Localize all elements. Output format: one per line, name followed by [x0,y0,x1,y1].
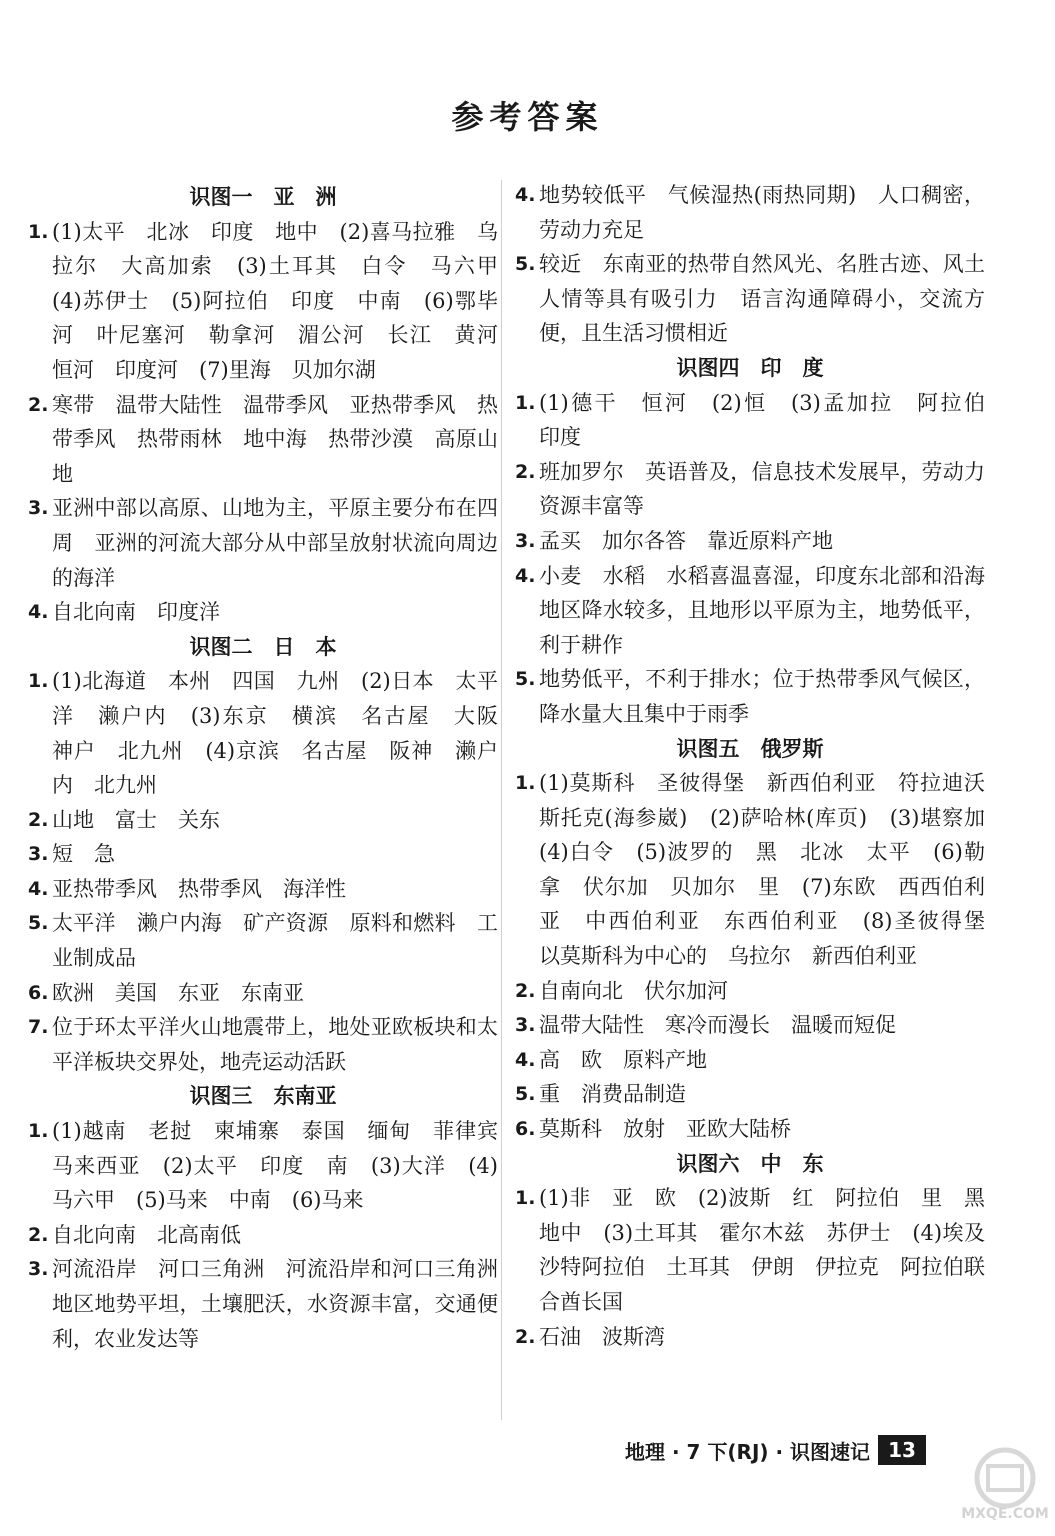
item-text: 莫斯科 放射 亚欧大陆桥 [539,1117,791,1142]
item-number: 6. [28,981,49,1004]
item-text: (1)北海道 本州 四国 九州 (2)日本 太平洋 濑户内 (3)东京 横滨 名古屋 大阪 神户 北九州 (4)京滨 名古屋 阪神 濑户内 北九州 [52,669,519,798]
answer-item [28,803,498,838]
item-text: 亚热带季风 热带季风 海洋性 [52,876,346,901]
item-number: 5. [515,253,536,276]
item-number: 1. [28,220,49,243]
answer-item [28,491,498,595]
item-number: 1. [515,772,536,795]
answer-item [28,1114,519,1218]
section-title: 识图一 亚 洲 [189,184,337,209]
answer-item [515,559,985,663]
answer-item [515,455,985,524]
answer-item [28,1010,498,1079]
item-text: (1)越南 老挝 柬埔寨 泰国 缅甸 菲律宾 马来西亚 (2)太平 印度 南 (3)大洋 (4)马六甲 (5)马来 中南 (6)马来 [52,1119,519,1213]
section-title: 识图六 中 东 [676,1150,824,1176]
item-text: 自北向南 北高南低 [52,1222,241,1247]
page-title: 参考答案 [451,98,604,136]
section-title: 识图四 印 度 [676,354,824,380]
item-text: 孟买 加尔各答 靠近原料产地 [539,528,833,553]
item-number: 3. [28,843,49,866]
answer-item [515,1181,1006,1319]
item-number: 1. [515,391,536,414]
item-number: 3. [28,497,49,520]
answer-item [28,215,519,388]
answer-item [515,1112,985,1147]
item-number: 7. [28,1016,49,1039]
item-number: 2. [515,979,536,1002]
item-number: 2. [28,1223,49,1246]
item-number: 4. [515,564,536,587]
item-text: 山地 富士 关东 [52,807,220,832]
answer-item [515,386,1006,455]
item-number: 5. [515,1083,536,1106]
item-text: 自北向南 印度洋 [52,600,220,625]
item-number: 1. [515,1187,536,1210]
answer-item [28,595,498,630]
answer-item [515,247,985,351]
item-number: 4. [515,184,536,206]
item-number: 3. [28,1258,49,1281]
item-text: 欧洲 美国 东亚 东南亚 [52,980,304,1005]
item-number: 5. [28,912,49,935]
item-number: 2. [28,393,49,416]
answer-item [28,872,498,907]
item-number: 2. [28,808,49,831]
item-text: (1)莫斯科 圣彼得堡 新西伯利亚 符拉迪沃斯托克(海参崴) (2)萨哈林(库页) (3)堪察加 (4)白令 (5)波罗的 黑 北冰 太平 (6)勒拿 伏尔加 贝加尔 里 (7)东欧 西西伯利亚 中西伯利亚 东西伯利亚 (8)圣彼得堡 以莫斯科为中心的 乌拉尔 新西伯利亚 [539,771,1006,969]
item-text: 位于环太平洋火山地震带上，地处亚欧板块和太平洋板块交界处，地壳运动活跃 [52,1015,498,1074]
item-number: 4. [28,877,49,900]
answer-item [515,1077,985,1112]
answer-item [28,837,498,872]
page-footer [625,1433,926,1467]
footer-label: 地理 · 7 下(RJ) · 识图速记 [625,1439,871,1464]
answer-item [28,976,498,1011]
answer-item [515,1320,985,1355]
item-text: 自南向北 伏尔加河 [539,978,728,1003]
item-text: (1)非 亚 欧 (2)波斯 红 阿拉伯 里 黑 地中 (3)土耳其 霍尔木兹 苏伊士 (4)埃及 沙特阿拉伯 土耳其 伊朗 伊拉克 阿拉伯联合酋长国 [539,1186,1006,1314]
item-text: 地势低平，不利于排水；位于热带季风气候区，降水量大且集中于雨季 [539,667,985,726]
item-text: (1)太平 北冰 印度 地中 (2)喜马拉雅 乌拉尔 大高加索 (3)土耳其 白令 马六甲 (4)苏伊士 (5)阿拉伯 印度 中南 (6)鄂毕河 叶尼塞河 勒拿河 湄公河 长江 黄河 恒河 印度河 (7)里海 贝加尔湖 [52,219,519,382]
item-text: 短 急 [52,842,115,867]
answer-item [28,664,519,802]
item-number: 2. [515,460,536,483]
right-column [515,178,1006,1354]
item-number: 1. [28,1120,49,1143]
item-text: 重 消费品制造 [539,1082,686,1107]
item-text: 班加罗尔 英语普及，信息技术发展早，劳动力资源丰富等 [539,459,985,519]
item-number: 3. [515,1014,536,1037]
answer-item [515,662,985,731]
item-text: (1)德干 恒河 (2)恒 (3)孟加拉 阿拉伯 印度 [539,390,1006,450]
item-number: 1. [28,670,49,693]
answer-item [515,1008,985,1043]
watermark-logo [960,1440,1050,1530]
item-number: 3. [515,529,536,552]
answer-item [515,974,985,1009]
item-text: 小麦 水稻 水稻喜温喜湿，印度东北部和沿海地区降水较多，且地形以平原为主，地势低平，利于耕作 [539,563,985,657]
item-text: 亚洲中部以高原、山地为主，平原主要分布在四周 亚洲的河流大部分从中部呈放射状流向周边的海洋 [52,496,498,590]
answer-item [515,1043,985,1078]
item-number: 6. [515,1118,536,1141]
section-title: 识图二 日 本 [189,633,337,659]
section-title: 识图三 东南亚 [189,1083,337,1109]
item-text: 高 欧 原料产地 [539,1047,707,1072]
answer-item [28,388,498,492]
answer-item [28,1252,498,1356]
item-number: 5. [515,668,536,691]
item-text: 温带大陆性 寒冷而漫长 温暖而短促 [539,1013,896,1038]
item-text: 寒带 温带大陆性 温带季风 亚热带季风 热带季风 热带雨林 地中海 热带沙漠 高原山地 [52,392,498,486]
item-text: 地势较低平 气候湿热(雨热同期) 人口稠密，劳动力充足 [539,183,985,242]
answer-item [515,524,985,559]
section-title: 识图五 俄罗斯 [676,735,824,761]
left-column [28,180,519,1356]
column-divider [501,180,502,1420]
answer-item [515,766,1006,974]
item-text: 太平洋 濑户内海 矿产资源 原料和燃料 工业制成品 [52,911,498,971]
watermark-text: MXQE.COM [961,1506,1049,1522]
item-text: 石油 波斯湾 [539,1324,665,1349]
item-number: 2. [515,1325,536,1348]
item-text: 河流沿岸 河口三角洲 河流沿岸和河口三角洲地区地势平坦，土壤肥沃，水资源丰富，交通便利，农业发达等 [52,1257,498,1351]
answer-item [28,906,498,975]
page-number: 13 [878,1435,926,1465]
item-text: 较近 东南亚的热带自然风光、名胜古迹、风土人情等具有吸引力 语言沟通障碍小，交流方便，且生活习惯相近 [539,252,985,346]
answer-item [28,1218,498,1253]
item-number: 4. [515,1048,536,1071]
answer-item [515,178,985,247]
item-number: 4. [28,601,49,624]
